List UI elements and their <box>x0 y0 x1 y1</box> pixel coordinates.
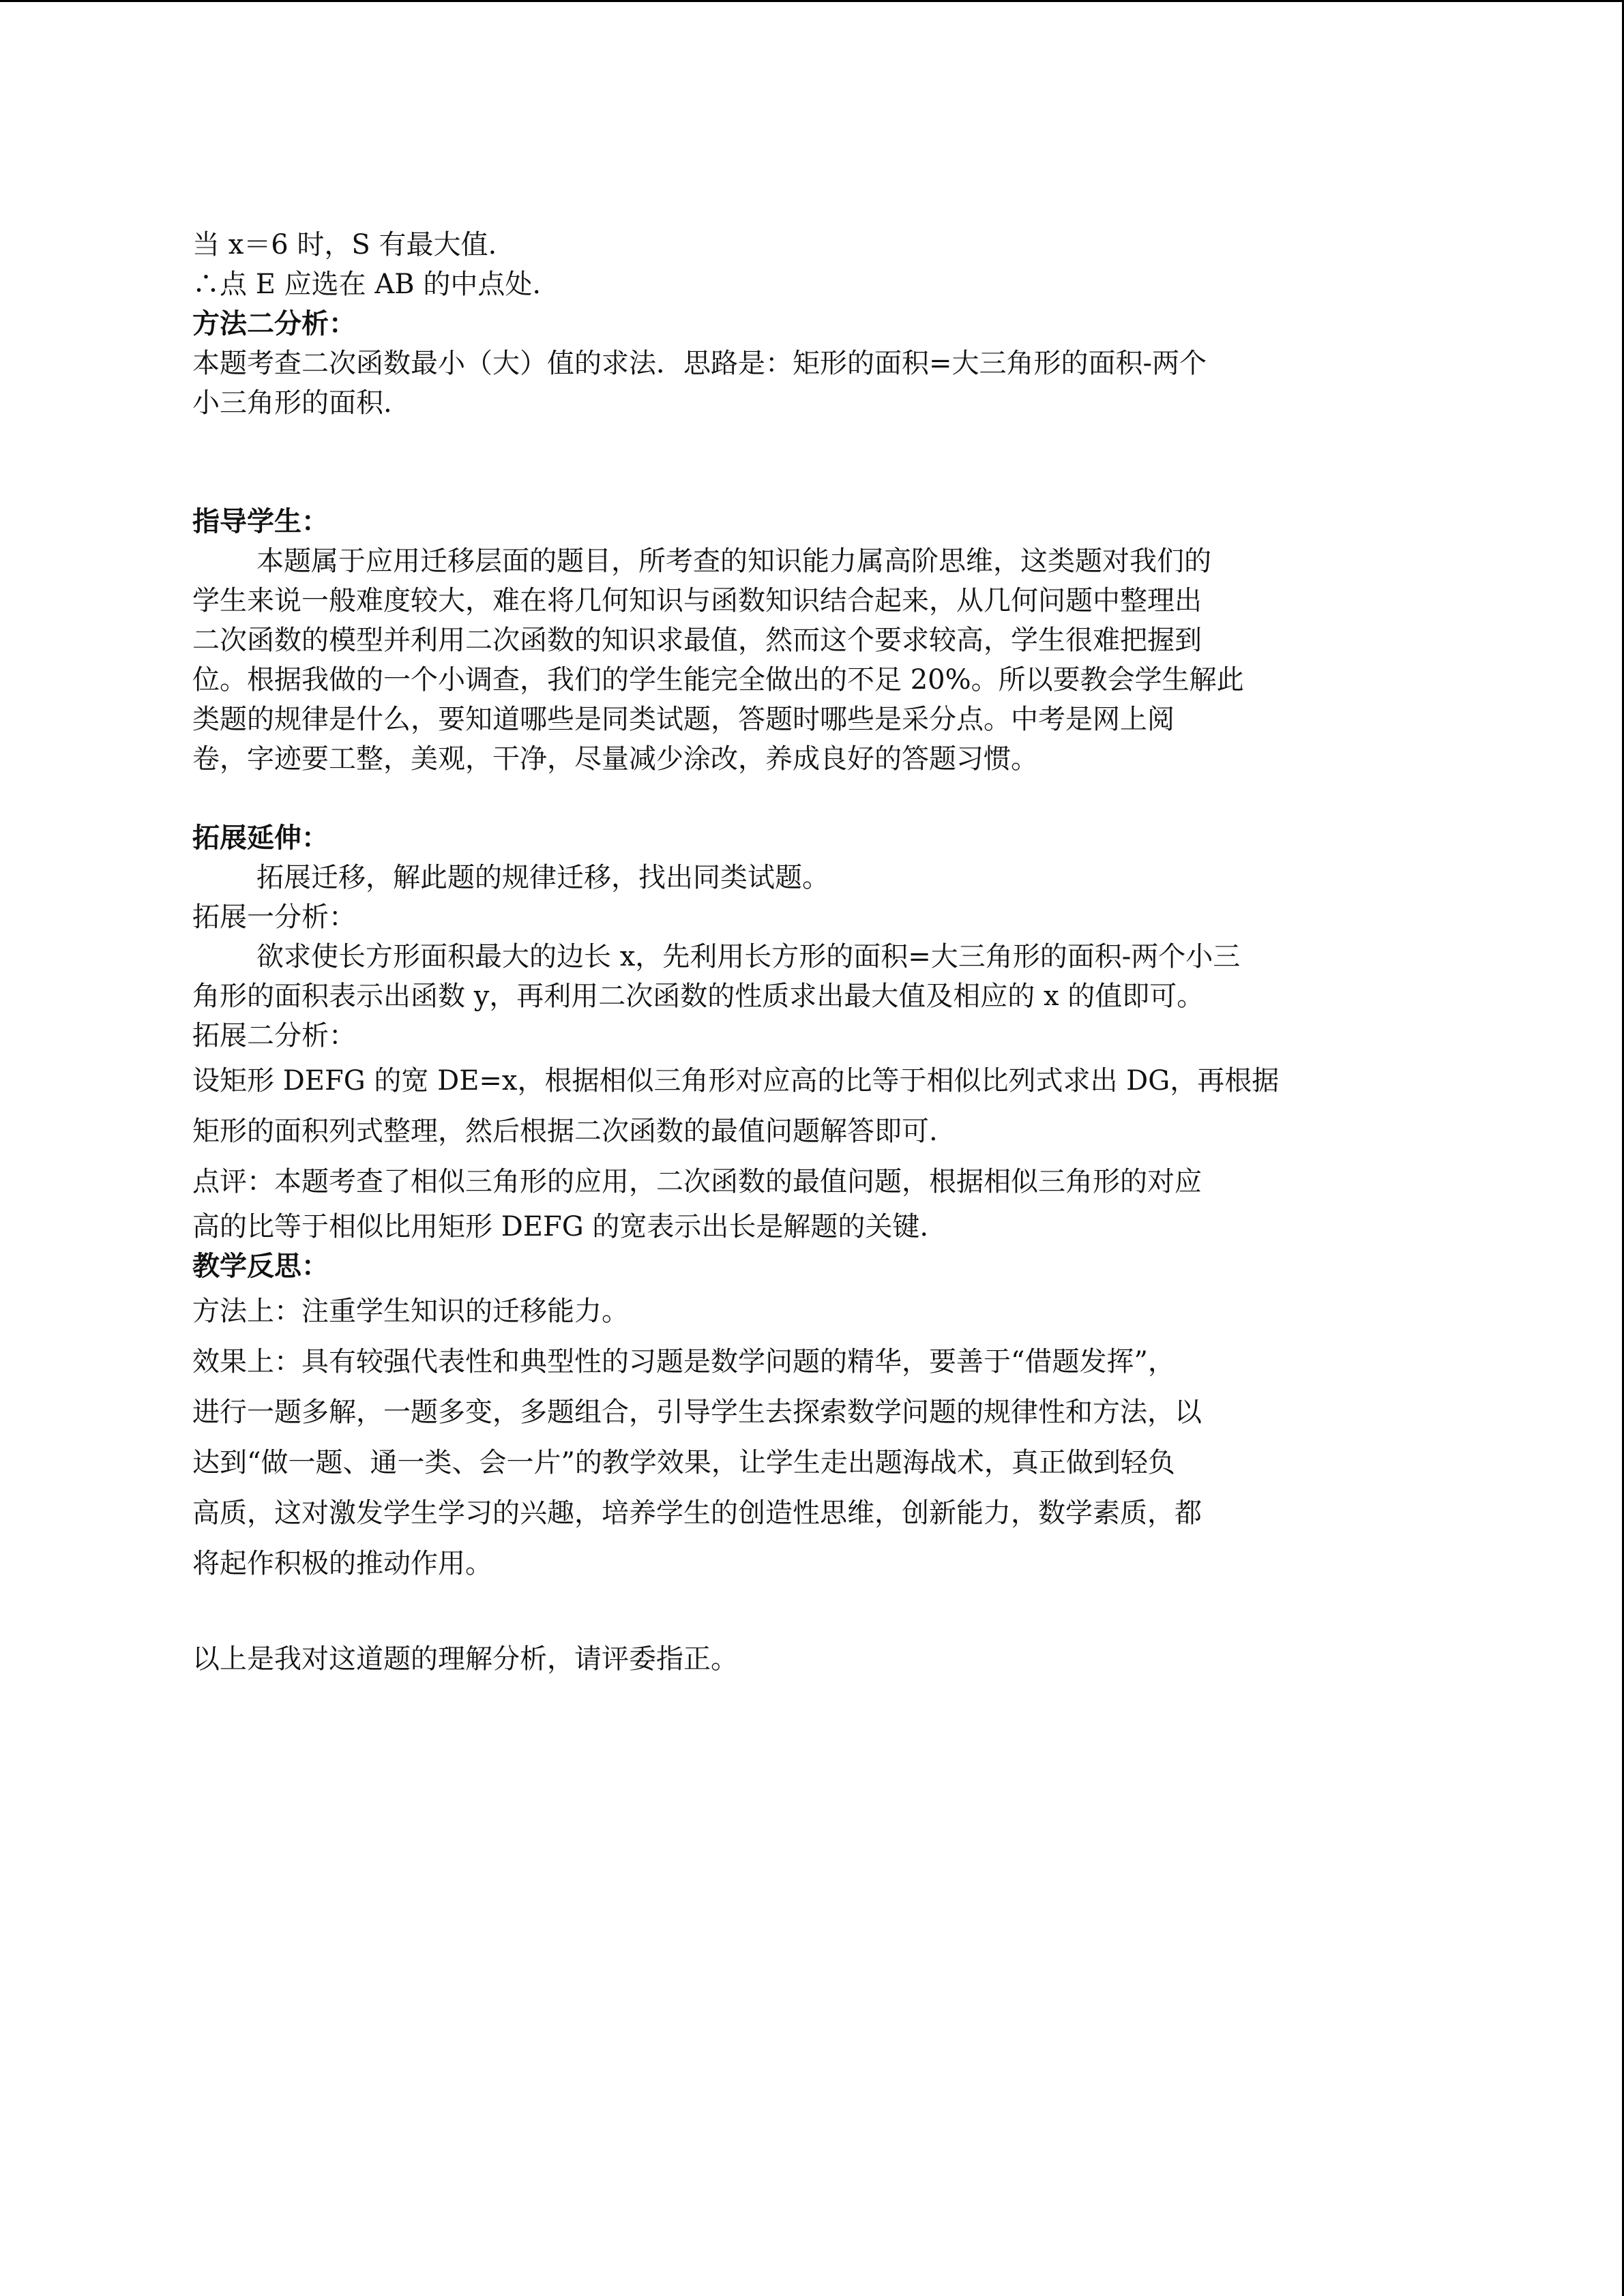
text-line: 方法上：注重学生知识的迁移能力。 <box>192 1296 629 1327</box>
closing-line: 以上是我对这道题的理解分析，请评委指正。 <box>192 1643 738 1675</box>
spacer <box>192 779 1441 818</box>
text-line: 达到“做一题、通一类、会一片”的教学效果，让学生走出题海战术，真正做到轻负 <box>192 1447 1175 1478</box>
subsection-title: 拓展一分析： <box>192 901 356 933</box>
text-line: 二次函数的模型并利用二次函数的知识求最值，然而这个要求较高，学生很难把握到 <box>192 625 1202 656</box>
text-line: 拓展迁移，解此题的规律迁移，找出同类试题。 <box>256 862 829 893</box>
section-heading-guide: 指导学生： <box>192 506 329 537</box>
text-line: 高的比等于相似比用矩形 DEFG 的宽表示出长是解题的关键. <box>192 1211 929 1242</box>
text-line: 本题考查二次函数最小（大）值的求法．思路是：矩形的面积=大三角形的面积-两个 <box>192 348 1207 379</box>
text-line: 点评：本题考查了相似三角形的应用，二次函数的最值问题，根据相似三角形的对应 <box>192 1166 1202 1197</box>
text-line: 将起作积极的推动作用。 <box>192 1548 492 1579</box>
spacer <box>192 1589 1441 1639</box>
subsection-title: 拓展二分析： <box>192 1020 356 1052</box>
text-line: 高质，这对激发学生学习的兴趣，培养学生的创造性思维，创新能力，数学素质，都 <box>192 1497 1202 1529</box>
text-line: 进行一题多解，一题多变，多题组合，引导学生去探索数学问题的规律性和方法，以 <box>192 1397 1202 1428</box>
text-line: 位。根据我做的一个小调查，我们的学生能完全做出的不足 20%。所以要教会学生解此 <box>192 664 1244 696</box>
text-line: 类题的规律是什么，要知道哪些是同类试题，答题时哪些是采分点。中考是网上阅 <box>192 704 1175 735</box>
text-line: ∴点 E 应选在 AB 的中点处. <box>192 269 542 300</box>
text-line: 学生来说一般难度较大，难在将几何知识与函数知识结合起来，从几何问题中整理出 <box>192 585 1202 616</box>
text-line: 小三角形的面积. <box>192 387 392 419</box>
text-line: 角形的面积表示出函数 y，再利用二次函数的性质求出最大值及相应的 x 的值即可。 <box>192 981 1205 1012</box>
section-heading-method2: 方法二分析： <box>192 308 356 340</box>
text-line: 设矩形 DEFG 的宽 DE=x，根据相似三角形对应高的比等于相似比列式求出 DG，再根据 <box>192 1065 1280 1097</box>
text-line: 本题属于应用迁移层面的题目，所考查的知识能力属高阶思维，这类题对我们的 <box>256 546 1211 577</box>
section-heading-reflection: 教学反思： <box>192 1251 329 1282</box>
text-line: 卷，字迹要工整，美观，干净，尽量减少涂改，养成良好的答题习惯。 <box>192 743 1038 775</box>
text-line: 矩形的面积列式整理，然后根据二次函数的最值问题解答即可. <box>192 1116 938 1147</box>
page-border-top <box>0 0 1624 2</box>
text-line: 当 x＝6 时，S 有最大值. <box>192 229 497 260</box>
spacer <box>192 423 1441 502</box>
text-line: 欲求使长方形面积最大的边长 x，先利用长方形的面积=大三角形的面积-两个小三 <box>256 941 1241 972</box>
section-heading-extend: 拓展延伸： <box>192 822 329 854</box>
text-line: 效果上：具有较强代表性和典型性的习题是数学问题的精华，要善于“借题发挥”， <box>192 1346 1175 1377</box>
document-body <box>192 225 1441 1679</box>
